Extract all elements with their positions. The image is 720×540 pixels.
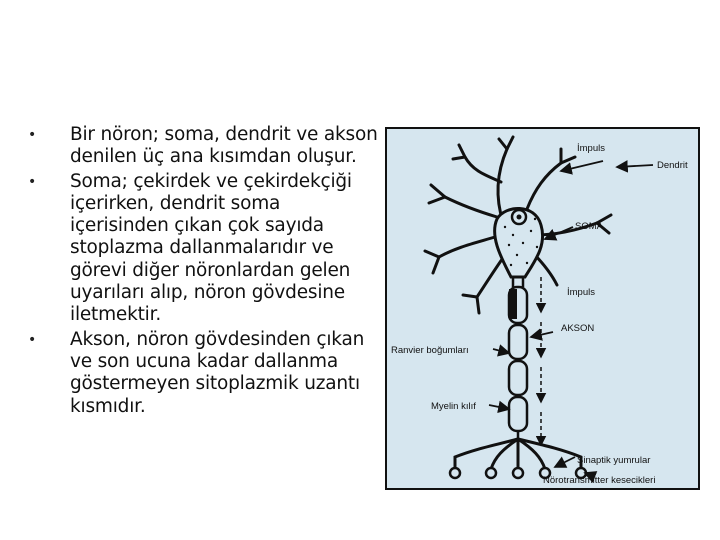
label-synaptic: Sinaptik yumrular: [577, 455, 651, 466]
label-vesicles: Nörotransmitter kesecikleri: [543, 475, 656, 486]
label-ranvier: Ranvier boğumları: [391, 345, 469, 356]
label-axon: AKSON: [561, 323, 595, 334]
bullet-dot: •: [28, 173, 37, 190]
label-dendrite: Dendrit: [657, 160, 688, 171]
bullet-text: Soma; çekirdek ve çekirdekçiği içerirken, dendrit soma içerisinden çıkan çok sayıda stoplazma dallanmalarıdır ve görevi diğer nöronlardan gelen uyarıları alıp, nöron gövdesine iletmektir.: [70, 170, 352, 326]
neuron-figure: [385, 127, 700, 490]
bullet-text: Akson, nöron gövdesinden çıkan ve son ucuna kadar dallanma göstermeyen sitoplazmik uzantı kısmıdır.: [70, 328, 365, 417]
bullet-item: [28, 329, 378, 418]
bullet-dot: •: [28, 127, 37, 143]
nucleolus: [517, 215, 522, 220]
label-myelin: Myelin kılıf: [431, 401, 476, 412]
neuron-diagram: [385, 127, 700, 490]
bullet-item: [28, 171, 378, 327]
bullet-text: Bir nöron; soma, dendrit ve akson denilen üç ana kısımdan oluşur.: [70, 124, 378, 168]
label-soma: SOMA: [575, 221, 603, 232]
bullet-dot: •: [28, 331, 37, 348]
bullet-list: [28, 124, 378, 420]
bullet-item: [28, 124, 378, 169]
axon-hillock: [509, 289, 517, 319]
label-impulse-top: İmpuls: [577, 143, 605, 154]
label-impulse-mid: İmpuls: [567, 287, 595, 298]
